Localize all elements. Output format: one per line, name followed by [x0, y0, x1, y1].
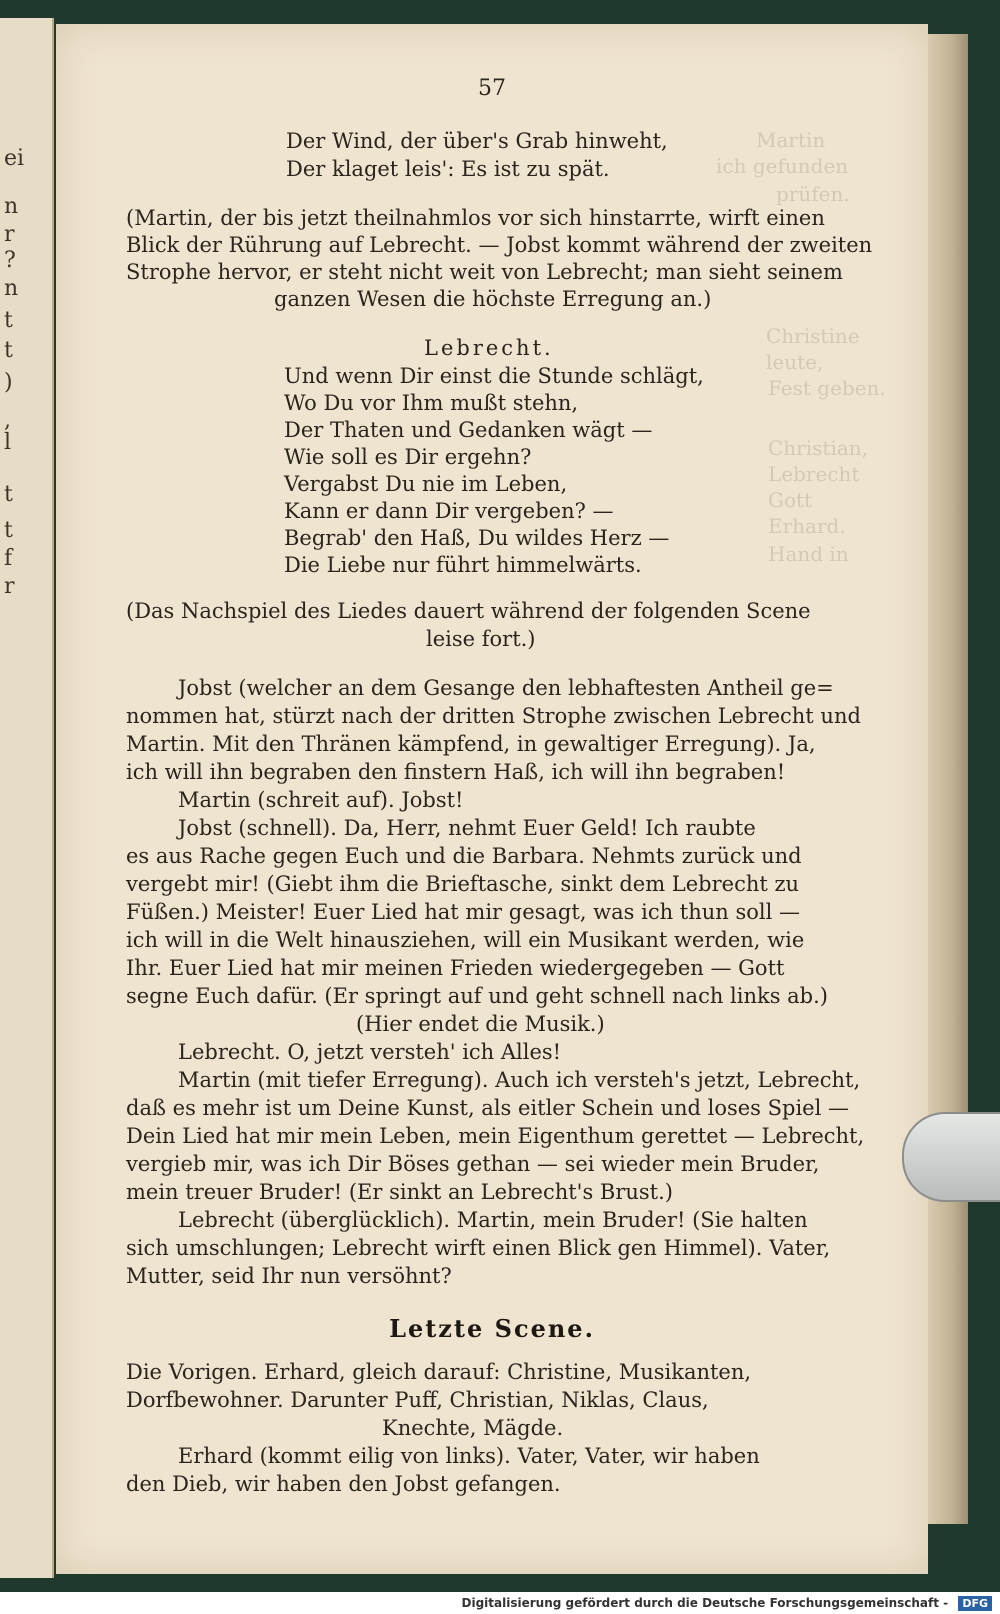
dialogue-line: daß es mehr ist um Deine Kunst, als eitler Schein und loses Spiel — [126, 1096, 849, 1120]
stage-direction-line: Strophe hervor, er steht nicht weit von Lebrecht; man sieht seinem [126, 260, 843, 284]
stage-direction-line: (Das Nachspiel des Liedes dauert während der folgenden Scene [126, 599, 811, 623]
verse-line: Kann er dann Dir vergeben? — [284, 499, 614, 523]
margin-fragment: t [4, 518, 13, 543]
margin-fragment: n [4, 194, 19, 219]
bleed-through-text: leute, [766, 350, 824, 374]
page-stack-edge [928, 34, 968, 1524]
facing-page-edge [0, 18, 54, 1578]
dfg-logo: DFG [958, 1596, 992, 1611]
verse-line: Vergabst Du nie im Leben, [284, 472, 568, 496]
stage-direction-line: ganzen Wesen die höchste Erregung an.) [274, 287, 712, 311]
margin-fragment: t [4, 482, 13, 507]
verse-line: Die Liebe nur führt himmelwärts. [284, 553, 642, 577]
dialogue-line: es aus Rache gegen Euch und die Barbara. Nehmts zurück und [126, 844, 802, 868]
page-number: 57 [478, 76, 506, 101]
dialogue-line: Lebrecht. O, jetzt versteh' ich Alles! [178, 1040, 562, 1064]
dialogue-line: vergebt mir! (Giebt ihm die Brieftasche, sinkt dem Lebrecht zu [126, 872, 800, 896]
bleed-through-text: Martin [756, 128, 826, 152]
speaker-name: Lebrecht. [424, 336, 554, 360]
dialogue-line: Dein Lied hat mir mein Leben, mein Eigenthum gerettet — Lebrecht, [126, 1124, 865, 1148]
dialogue-line: Jobst (welcher an dem Gesange den lebhaftesten Antheil ge= [178, 676, 834, 700]
verse-line: Der Wind, der über's Grab hinweht, [286, 129, 668, 153]
dialogue-line: nommen hat, stürzt nach der dritten Strophe zwischen Lebrecht und [126, 704, 861, 728]
dialogue-line: sich umschlungen; Lebrecht wirft einen Blick gen Himmel). Vater, [126, 1236, 831, 1260]
dialogue-line: mein treuer Bruder! (Er sinkt an Lebrecht's Brust.) [126, 1180, 673, 1204]
digitization-footer [0, 1592, 1000, 1614]
margin-fragment: ? [4, 248, 16, 273]
dialogue-line: Lebrecht (überglücklich). Martin, mein Bruder! (Sie halten [178, 1208, 808, 1232]
bleed-through-text: Christine [766, 324, 860, 348]
margin-fragment: r [4, 222, 15, 247]
dialogue-line: Martin (mit tiefer Erregung). Auch ich versteh's jetzt, Lebrecht, [178, 1068, 861, 1092]
bleed-through-text: Christian, [768, 436, 868, 460]
margin-fragment: l [4, 430, 12, 455]
dialogue-line: vergieb mir, was ich Dir Böses gethan — sei wieder mein Bruder, [126, 1152, 820, 1176]
stage-direction-line: Blick der Rührung auf Lebrecht. — Jobst kommt während der zweiten [126, 233, 873, 257]
verse-line: Wie soll es Dir ergehn? [284, 445, 532, 469]
dialogue-line: den Dieb, wir haben den Jobst gefangen. [126, 1472, 561, 1496]
book-page [56, 24, 928, 1574]
verse-line: Der klaget leis': Es ist zu spät. [286, 157, 610, 181]
bleed-through-text: Fest geben. [768, 376, 886, 400]
verse-line: Begrab' den Haß, Du wildes Herz — [284, 526, 670, 550]
bleed-through-text: ich gefunden [716, 154, 849, 178]
cast-line: Knechte, Mägde. [382, 1416, 564, 1440]
margin-fragment: , [4, 408, 11, 433]
dialogue-line: ich will ihn begraben den finstern Haß, ich will ihn begraben! [126, 760, 786, 784]
margin-fragment: r [4, 574, 15, 599]
bleed-through-text: prüfen. [776, 182, 850, 206]
margin-fragment: f [4, 546, 13, 571]
margin-fragment: ) [4, 370, 13, 395]
margin-fragment: ei [4, 146, 25, 171]
dialogue-line: Erhard (kommt eilig von links). Vater, Vater, wir haben [178, 1444, 760, 1468]
verse-line: Und wenn Dir einst die Stunde schlägt, [284, 364, 704, 388]
bleed-through-text: Hand in [768, 542, 849, 566]
verse-line: Der Thaten und Gedanken wägt — [284, 418, 653, 442]
bleed-through-text: Lebrecht [768, 462, 860, 486]
margin-fragment: t [4, 308, 13, 333]
dialogue-line: segne Euch dafür. (Er springt auf und geht schnell nach links ab.) [126, 984, 828, 1008]
footer-credit: Digitalisierung gefördert durch die Deutsche Forschungsgemeinschaft - [461, 1596, 949, 1610]
cast-line: Dorfbewohner. Darunter Puff, Christian, Niklas, Claus, [126, 1388, 709, 1412]
dialogue-line: Füßen.) Meister! Euer Lied hat mir gesagt, was ich thun soll — [126, 900, 801, 924]
stage-direction-line: (Hier endet die Musik.) [356, 1012, 605, 1036]
dialogue-line: Jobst (schnell). Da, Herr, nehmt Euer Geld! Ich raubte [178, 816, 756, 840]
dialogue-line: Ihr. Euer Lied hat mir meinen Frieden wiedergegeben — Gott [126, 956, 785, 980]
margin-fragment: n [4, 276, 19, 301]
stage-direction-line: (Martin, der bis jetzt theilnahmlos vor sich hinstarrte, wirft einen [126, 206, 825, 230]
verse-line: Wo Du vor Ihm mußt stehn, [284, 391, 579, 415]
scene-heading: Letzte Scene. [389, 1314, 595, 1343]
stage-direction-line: leise fort.) [426, 627, 536, 651]
dialogue-line: ich will in die Welt hinausziehen, will ein Musikant werden, wie [126, 928, 805, 952]
bleed-through-text: Erhard. [768, 514, 846, 538]
cast-line: Die Vorigen. Erhard, gleich darauf: Christine, Musikanten, [126, 1360, 752, 1384]
dialogue-line: Mutter, seid Ihr nun versöhnt? [126, 1264, 452, 1288]
page-clip-tab [902, 1112, 1000, 1202]
dialogue-line: Martin (schreit auf). Jobst! [178, 788, 464, 812]
dialogue-line: Martin. Mit den Thränen kämpfend, in gewaltiger Erregung). Ja, [126, 732, 816, 756]
bleed-through-text: Gott [768, 488, 813, 512]
margin-fragment: t [4, 338, 13, 363]
